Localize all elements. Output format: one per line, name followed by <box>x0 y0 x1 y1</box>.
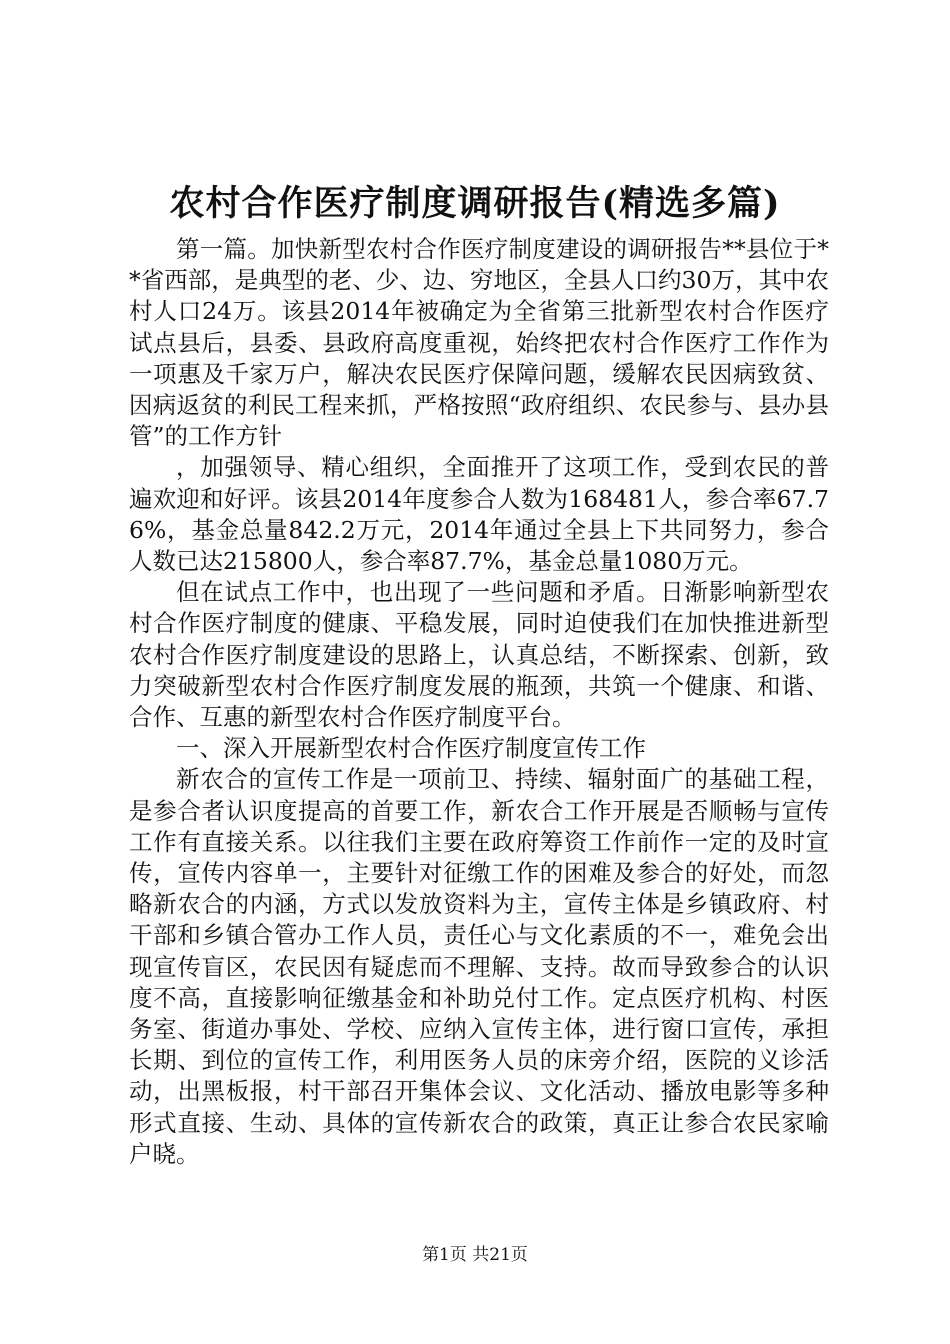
paragraph-intro: 第一篇。加快新型农村合作医疗制度建设的调研报告**县位于**省西部，是典型的老、少、边、穷地区，全县人口约30万，其中农村人口24万。该县2014年被确定为全省第三批新型农村合作医疗试点县后，县委、县政府高度重视，始终把农村合作医疗工作作为一项惠及千家万户，解决农民医疗保障问题，缓解农民因病致贫、因病返贫的利民工程来抓，严格按照“政府组织、农民参与、县办县管”的工作方针 <box>129 235 829 451</box>
paragraph-statistics: ，加强领导、精心组织，全面推开了这项工作，受到农民的普遍欢迎和好评。该县2014年度参合人数为168481人，参合率67.76%，基金总量842.2万元，2014年通过全县上下共同努力，参合人数已达215800人，参合率87.7%，基金总量1080万元。 <box>129 453 829 576</box>
paragraph-problems: 但在试点工作中，也出现了一些问题和矛盾。日渐影响新型农村合作医疗制度的健康、平稳发展，同时迫使我们在加快推进新型农村合作医疗制度建设的思路上，认真总结，不断探索、创新，致力突破新型农村合作医疗制度发展的瓶颈，共筑一个健康、和谐、合作、互惠的新型农村合作医疗制度平台。 <box>129 578 829 732</box>
document-body <box>129 234 829 1170</box>
paragraph-publicity: 新农合的宣传工作是一项前卫、持续、辐射面广的基础工程，是参合者认识度提高的首要工作，新农合工作开展是否顺畅与宣传工作有直接关系。以往我们主要在政府筹资工作前作一定的及时宣传，宣传内容单一，主要针对征缴工作的困难及参合的好处，而忽略新农合的内涵，方式以发放资料为主，宣传主体是乡镇政府、村干部和乡镇合管办工作人员，责任心与文化素质的不一，难免会出现宣传盲区，农民因有疑虑而不理解、支持。故而导致参合的认识度不高，直接影响征缴基金和补助兑付工作。定点医疗机构、村医务室、街道办事处、学校、应纳入宣传主体，进行窗口宣传，承担长期、到位的宣传工作，利用医务人员的床旁介绍，医院的义诊活动，出黑板报，村干部召开集体会议、文化活动、播放电影等多种形式直接、生动、具体的宣传新农合的政策，真正让参合农民家喻户晓。 <box>129 765 829 1168</box>
page-number-footer: 第1页 共21页 <box>422 1245 528 1265</box>
section-heading-publicity: 一、深入开展新型农村合作医疗制度宣传工作 <box>176 734 646 763</box>
document-title: 农村合作医疗制度调研报告(精选多篇) <box>169 183 781 224</box>
